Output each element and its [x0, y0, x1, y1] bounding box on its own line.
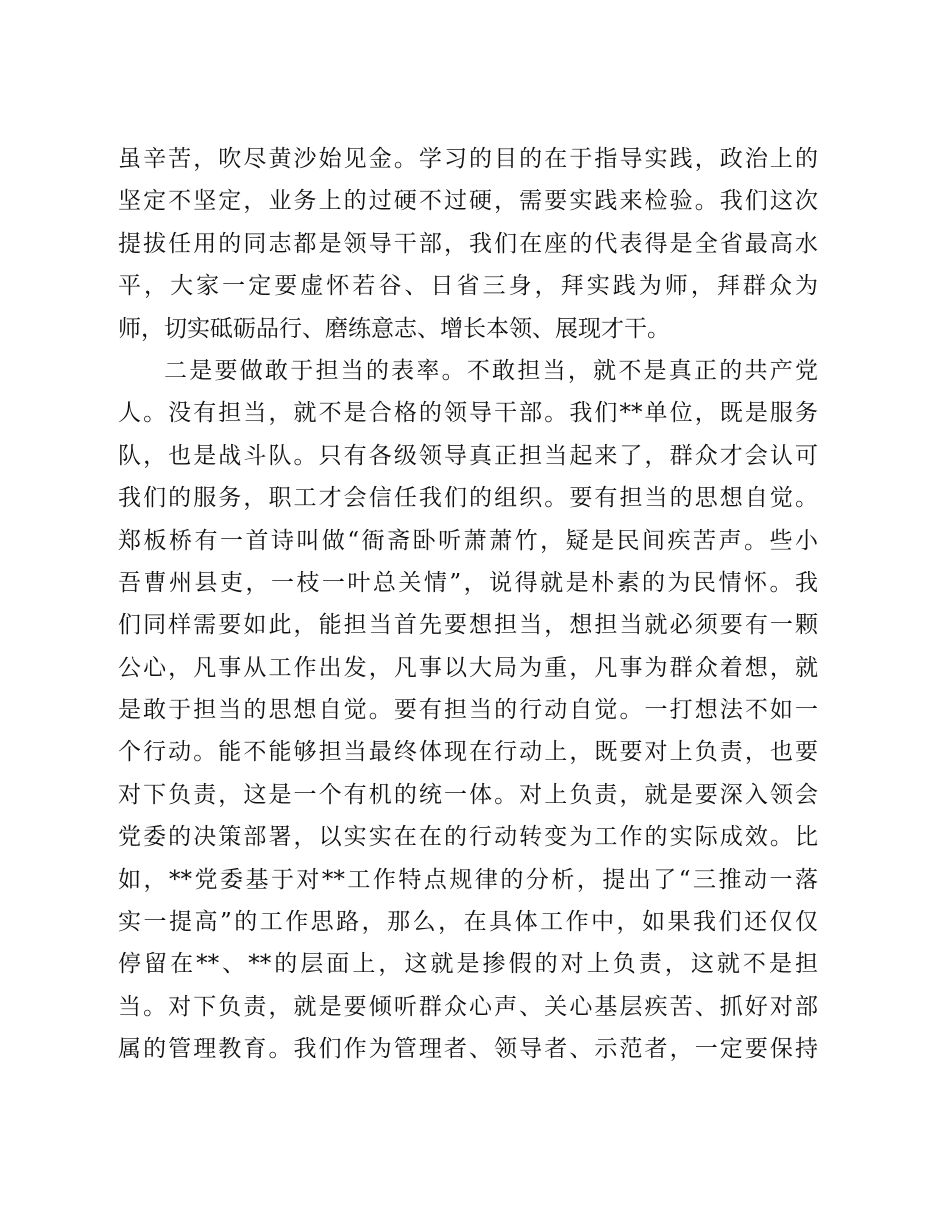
paragraph-start-line: 二是要做敢于担当的表率。不敢担当，就不是真正的共产党	[164, 357, 818, 384]
text-line: 虽辛苦，吹尽黄沙始见金。学习的目的在于指导实践，政治上的	[118, 146, 818, 172]
text-line: 停留在**、**的层面上，这就是掺假的对上负责，这就不是担	[118, 951, 818, 978]
paragraph-end-line: 师，切实砥砺品行、磨练意志、增长本领、展现才干。	[118, 315, 670, 342]
text-line: 对下负责，这是一个有机的统一体。对上负责，就是要深入领会	[118, 781, 818, 808]
body-text	[118, 138, 818, 1071]
text-line: 是敢于担当的思想自觉。要有担当的行动自觉。一打想法不如一	[118, 697, 818, 724]
text-line: 公心，凡事从工作出发，凡事以大局为重，凡事为群众着想，就	[118, 654, 818, 681]
text-line: 队，也是战斗队。只有各级领导真正担当起来了，群众才会认可	[118, 442, 818, 469]
text-line: 我们的服务，职工才会信任我们的组织。要有担当的思想自觉。	[118, 485, 818, 512]
text-line: 郑板桥有一首诗叫做“衙斋卧听萧萧竹，疑是民间疾苦声。些小	[118, 527, 818, 554]
text-line: 坚定不坚定，业务上的过硬不过硬，需要实践来检验。我们这次	[118, 188, 818, 215]
text-line: 党委的决策部署，以实实在在的行动转变为工作的实际成效。比	[118, 824, 818, 851]
text-line: 们同样需要如此，能担当首先要想担当，想担当就必须要有一颗	[118, 612, 818, 639]
text-line: 如，**党委基于对**工作特点规律的分析，提出了“三推动一落	[118, 866, 818, 893]
text-line: 个行动。能不能够担当最终体现在行动上，既要对上负责，也要	[118, 739, 818, 766]
text-line: 人。没有担当，就不是合格的领导干部。我们**单位，既是服务	[118, 400, 818, 427]
text-line: 属的管理教育。我们作为管理者、领导者、示范者，一定要保持	[118, 1036, 818, 1063]
text-line: 平，大家一定要虚怀若谷、日省三身，拜实践为师，拜群众为	[118, 273, 818, 300]
text-line: 实一提高”的工作思路，那么，在具体工作中，如果我们还仅仅	[118, 909, 818, 936]
text-line: 当。对下负责，就是要倾听群众心声、关心基层疾苦、抓好对部	[118, 993, 818, 1020]
text-line: 吾曹州县吏，一枝一叶总关情”，说得就是朴素的为民情怀。我	[118, 569, 818, 596]
text-line: 提拔任用的同志都是领导干部，我们在座的代表得是全省最高水	[118, 230, 818, 257]
